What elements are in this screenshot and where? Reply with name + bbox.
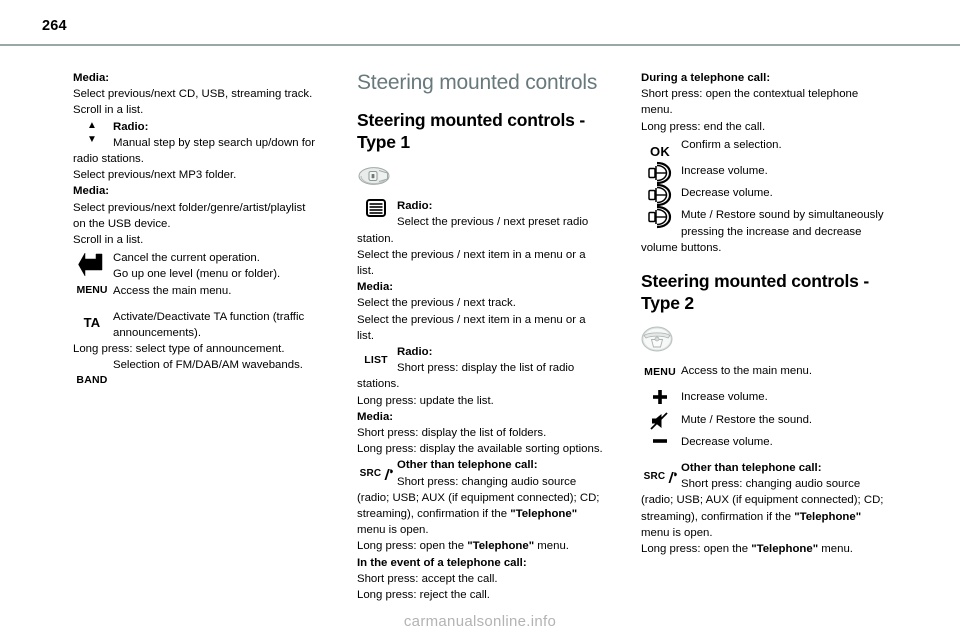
- media-line-1: Select previous/next CD, USB, streaming track.: [73, 88, 313, 101]
- src-line-6: Short press: accept the call.: [357, 572, 498, 585]
- menu-desc-type2: Access to the main menu.: [681, 365, 813, 378]
- ta-long-press: Long press: select type of announcement.: [73, 343, 285, 356]
- src-other-call-label-type2: Other than telephone call:: [681, 462, 822, 475]
- src-line-7: Long press: reject the call.: [357, 589, 490, 602]
- plus-desc: Increase volume.: [681, 391, 768, 404]
- src-line-5-telephone: "Telephone": [467, 540, 535, 553]
- vol-up-desc: Increase volume.: [681, 165, 768, 178]
- entry-volume-down: [641, 185, 898, 201]
- during-line-2: menu.: [641, 104, 673, 117]
- src-line-3-type2: [641, 509, 898, 525]
- ta-desc-1: Activate/Deactivate TA function (traffic: [113, 310, 305, 323]
- entry-preset-radio: [357, 198, 614, 230]
- page-number: 264: [42, 18, 67, 34]
- entry-src-button-type2: [641, 460, 898, 492]
- list-radio-label: Radio:: [397, 346, 433, 359]
- header-divider: [0, 44, 960, 46]
- middle-media-label: Media:: [357, 281, 394, 294]
- triangle-up-icon: ▲: [87, 119, 97, 131]
- src-phone-button-icon: [357, 466, 397, 482]
- ta-button-label-icon: TA: [83, 314, 101, 330]
- mute-desc-3: volume buttons.: [641, 241, 722, 254]
- src-line-3-a: streaming), confirmation if the: [357, 508, 511, 521]
- column-left: [73, 70, 330, 387]
- menu-button-label-icon-type2: MENU: [644, 366, 676, 379]
- list-line-4: Short press: display the list of folders.: [357, 427, 547, 440]
- volume-up-thumbwheel-icon: [641, 161, 679, 185]
- up-down-arrows-icon: [73, 119, 111, 147]
- during-call-label: During a telephone call:: [641, 72, 771, 84]
- usb-line-2: on the USB device.: [73, 217, 171, 230]
- list-lines-icon: [357, 199, 395, 217]
- media-line-2: Scroll in a list.: [73, 104, 144, 117]
- src-line-1: Short press: changing audio source: [397, 475, 577, 488]
- page-title: Steering mounted controls: [357, 71, 598, 94]
- column-right: [641, 70, 898, 557]
- entry-list-button: [357, 344, 614, 376]
- src-line-2: (radio; USB; AUX (if equipment connected); CD;: [357, 491, 600, 504]
- ok-button-label-icon: OK: [650, 143, 670, 159]
- entry-ok-button: [641, 137, 898, 159]
- ok-desc: Confirm a selection.: [681, 138, 782, 151]
- minus-icon: [641, 437, 679, 445]
- steering-control-stalk-illustration: [357, 165, 614, 192]
- preset-radio-label: Radio:: [397, 200, 433, 213]
- ta-desc-2: announcements).: [113, 327, 202, 340]
- plus-icon: [641, 389, 679, 405]
- during-line-1: Short press: open the contextual telephone: [641, 88, 859, 101]
- triangle-down-icon: ▼: [87, 133, 97, 145]
- column-middle: [357, 70, 614, 603]
- src-line-5: [357, 538, 614, 554]
- radio-desc: Manual step by step search up/down for: [113, 136, 315, 149]
- during-line-3: Long press: end the call.: [641, 120, 766, 133]
- src-line-4: menu is open.: [357, 524, 429, 537]
- menu-button-label-icon: MENU: [76, 284, 108, 297]
- src-line-1-type2: Short press: changing audio source: [681, 478, 861, 491]
- middle-media-line-2: Select the previous / next item in a menu or a: [357, 313, 586, 326]
- radio-label: Radio:: [113, 120, 149, 133]
- footer-watermark-url: carmanualsonline.info: [403, 613, 557, 630]
- entry-mute-type2: [641, 412, 898, 428]
- list-button-label-icon: LIST: [364, 354, 388, 367]
- page-header: [0, 0, 960, 46]
- list-line-1: Short press: display the list of radio: [397, 362, 575, 375]
- src-line-3: [357, 506, 614, 522]
- mp3-folder-line: Select previous/next MP3 folder.: [73, 169, 237, 182]
- entry-minus-volume: [641, 434, 898, 450]
- entry-ta: [73, 309, 330, 341]
- list-media-label: Media:: [357, 410, 394, 423]
- src-label-icon: SRC: [359, 468, 382, 480]
- mute-desc-2: pressing the increase and decrease: [681, 225, 862, 238]
- entry-radio-updown: [73, 119, 330, 151]
- section-title-type-2: Steering mounted controls - Type 2: [641, 271, 869, 314]
- src-line-5-a: Long press: open the: [357, 540, 468, 553]
- src-line-5-type2: [641, 541, 898, 557]
- middle-media-line-3: list.: [357, 329, 375, 342]
- entry-plus-volume: [641, 389, 898, 405]
- section-title-type-1: Steering mounted controls - Type 1: [357, 110, 585, 152]
- preset-line-4: list.: [357, 265, 375, 278]
- media-label-2: Media:: [73, 185, 110, 198]
- volume-down-thumbwheel-icon: [641, 183, 679, 207]
- list-line-5: Long press: display the available sorting options.: [357, 443, 603, 456]
- entry-menu-type2: [641, 363, 898, 379]
- mute-thumbwheel-icon: [641, 205, 679, 229]
- preset-line-1: Select the previous / next preset radio: [397, 216, 589, 229]
- preset-line-2: station.: [357, 232, 394, 245]
- entry-back-menu: [73, 250, 330, 299]
- entry-volume-up: [641, 163, 898, 179]
- media-label-1: Media:: [73, 72, 110, 84]
- entry-src-button: [357, 457, 614, 489]
- src-label-icon-type2: SRC: [643, 471, 666, 483]
- src-phone-button-icon-type2: [641, 469, 681, 485]
- middle-media-line-1: Select the previous / next track.: [357, 297, 516, 310]
- band-button-label-icon: BAND: [76, 374, 108, 387]
- list-line-3: Long press: update the list.: [357, 394, 494, 407]
- back-line-2: Go up one level (menu or folder).: [113, 268, 281, 281]
- minus-desc: Decrease volume.: [681, 435, 773, 448]
- src-line-2-type2: (radio; USB; AUX (if equipment connected); CD;: [641, 494, 884, 507]
- mute-desc-1: Mute / Restore sound by simultaneously: [681, 209, 884, 222]
- src-line-3-telephone-type2: "Telephone": [794, 510, 862, 523]
- mute-desc-type2: Mute / Restore the sound.: [681, 413, 813, 426]
- src-line-3-telephone: "Telephone": [510, 508, 578, 521]
- back-return-arrow-icon: [73, 251, 111, 277]
- steering-wheel-illustration: [641, 326, 898, 357]
- entry-mute-thumbwheel: [641, 207, 898, 239]
- vol-down-desc: Decrease volume.: [681, 187, 773, 200]
- src-other-call-label: Other than telephone call:: [397, 459, 538, 472]
- src-line-5-c-type2: menu.: [818, 543, 853, 556]
- src-line-4-type2: menu is open.: [641, 526, 713, 539]
- usb-line-1: Select previous/next folder/genre/artist/playlist: [73, 201, 306, 214]
- src-line-5-a-type2: Long press: open the: [641, 543, 752, 556]
- src-line-5-telephone-type2: "Telephone": [751, 543, 819, 556]
- src-line-3-a-type2: streaming), confirmation if the: [641, 510, 795, 523]
- menu-desc: Access the main menu.: [113, 284, 232, 297]
- content-columns: [0, 70, 960, 615]
- usb-line-3: Scroll in a list.: [73, 234, 144, 247]
- entry-band: [73, 357, 330, 387]
- src-line-5-c: menu.: [534, 540, 569, 553]
- back-line-1: Cancel the current operation.: [113, 252, 260, 265]
- list-line-2: stations.: [357, 378, 400, 391]
- mute-speaker-icon: [641, 412, 679, 430]
- preset-line-3: Select the previous / next item in a menu or a: [357, 248, 586, 261]
- src-event-call-label: In the event of a telephone call:: [357, 556, 527, 569]
- radio-desc-cont: radio stations.: [73, 153, 144, 166]
- band-desc: Selection of FM/DAB/AM wavebands.: [113, 359, 303, 372]
